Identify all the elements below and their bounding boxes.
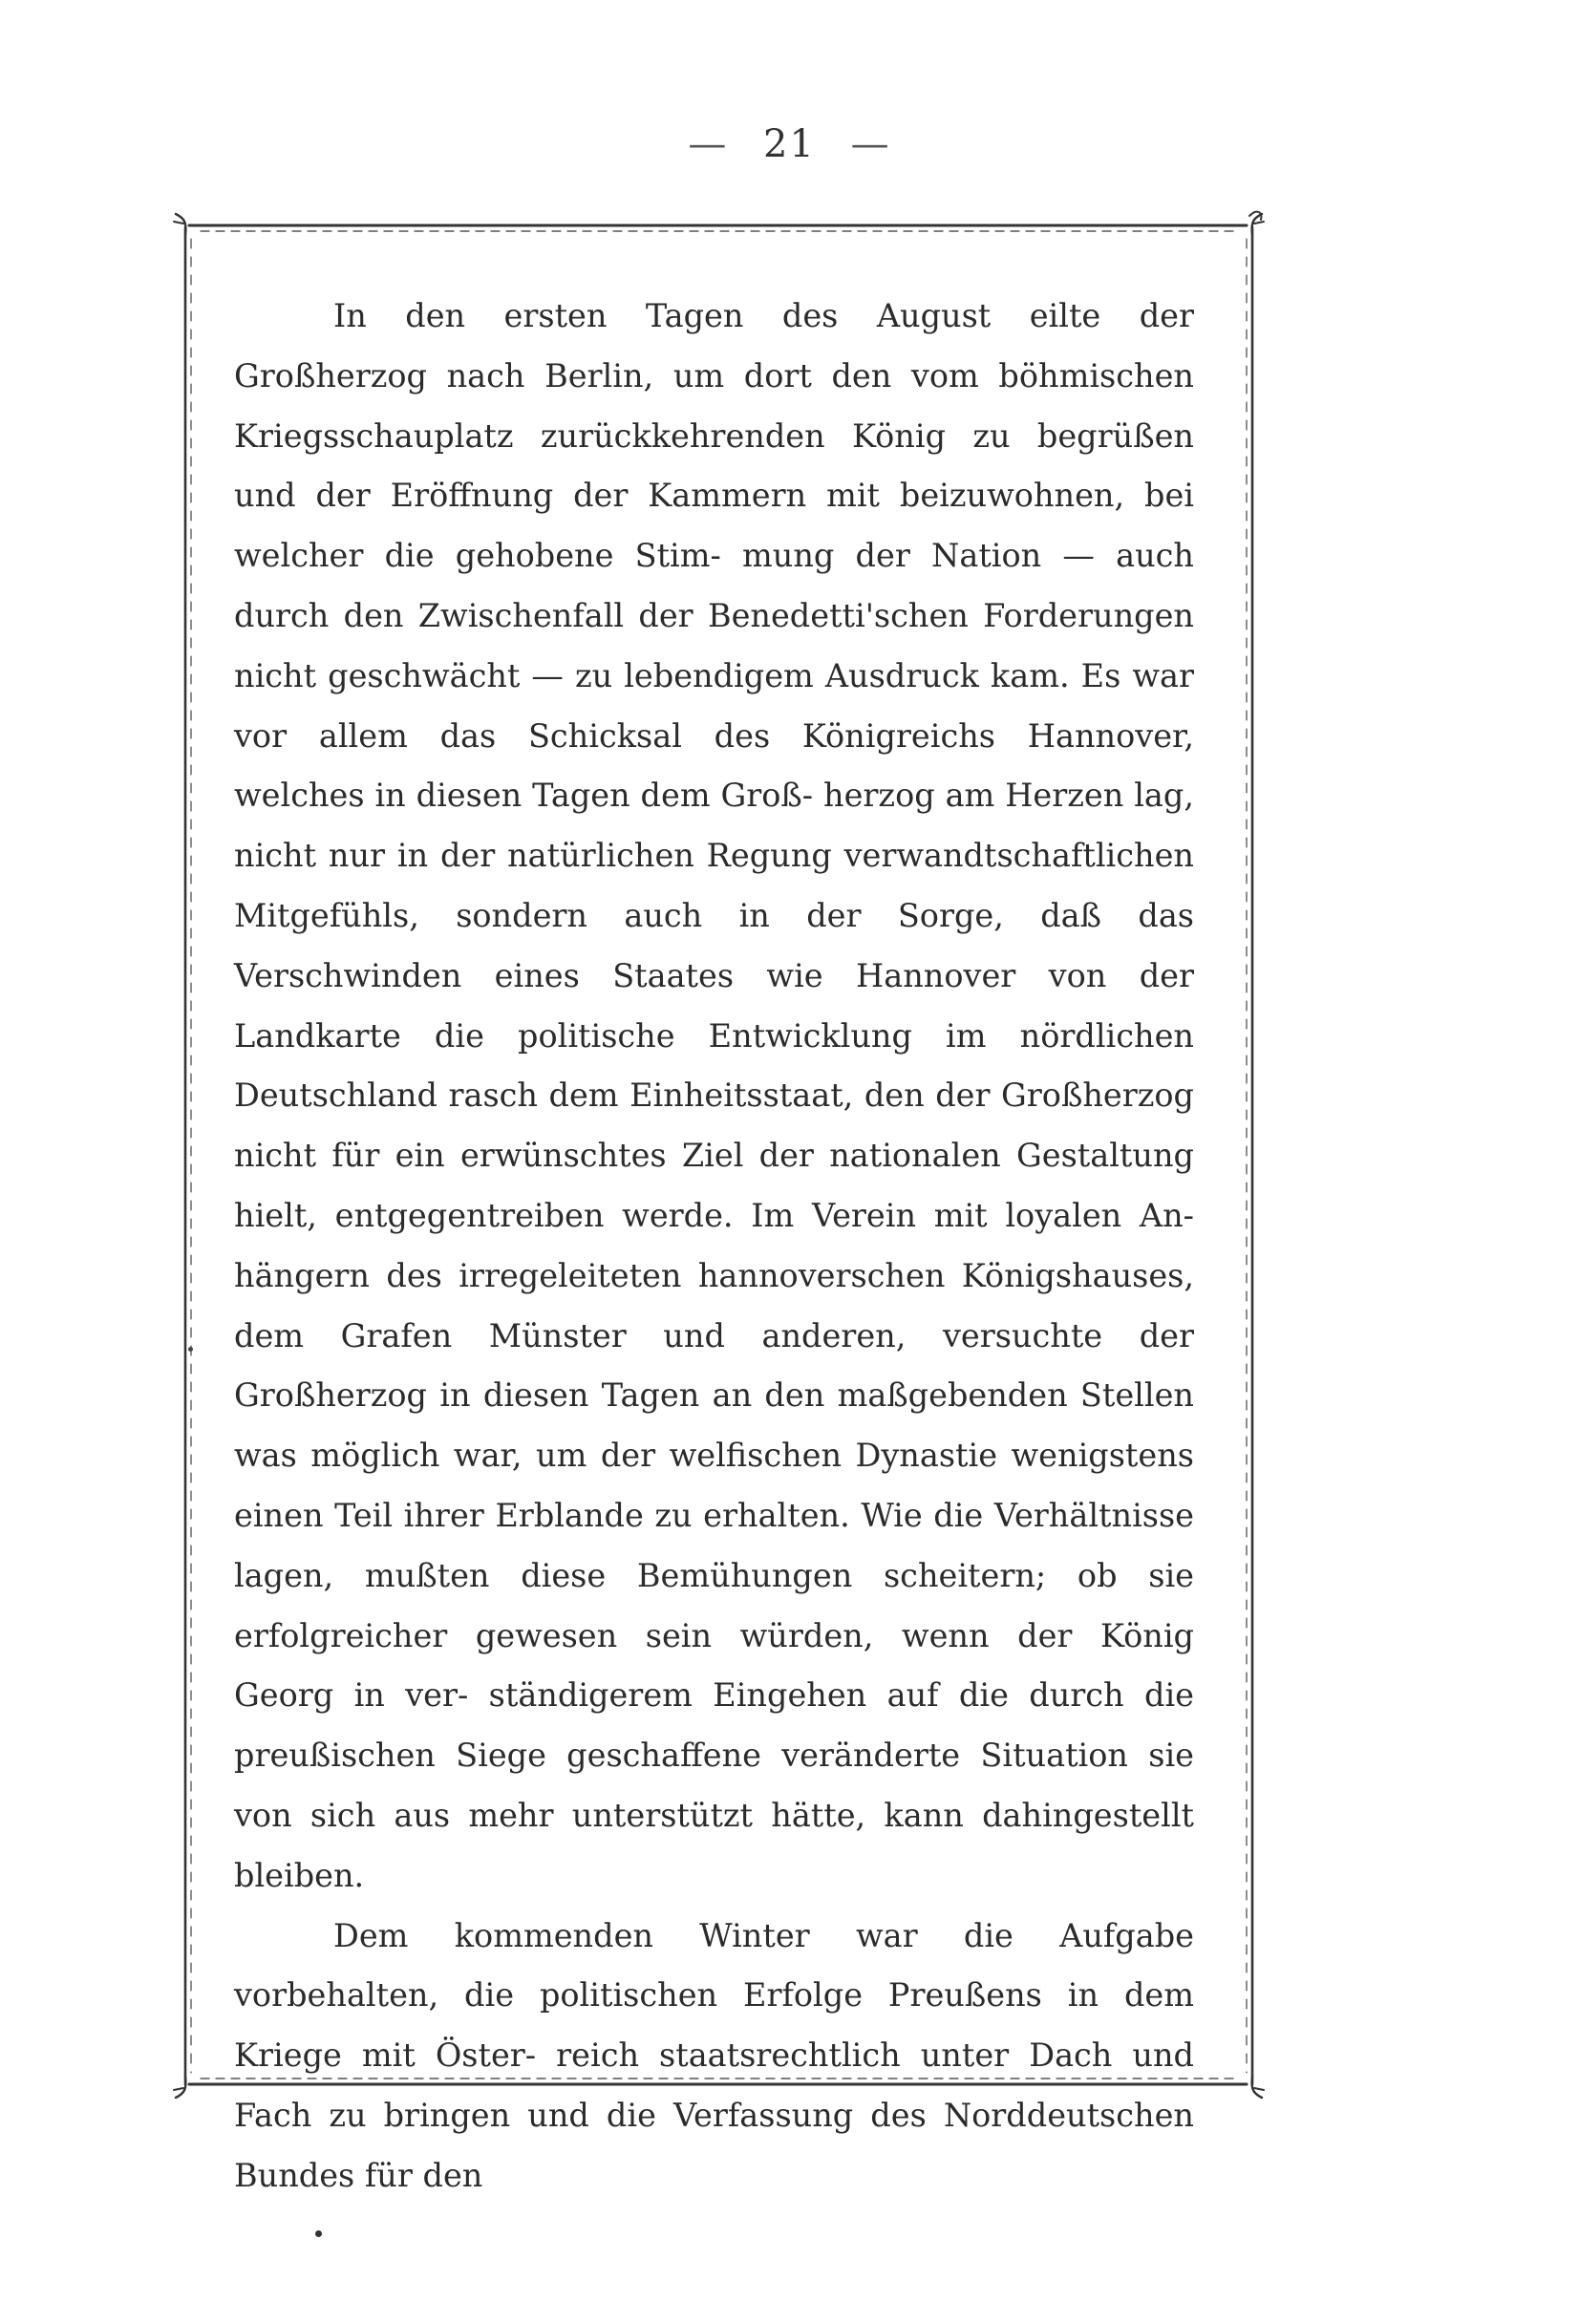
paragraph-1: In den ersten Tagen des August eilte der Großherzog nach Berlin, um dort den vom böhmischen Kriegsschauplatz zurückkehrenden König zu begrüßen und der Eröffnung der Kammern mit beizuwohnen, bei welcher die gehobene Stim- mung der Nation — auch durch den Zwischenfall der Benedetti'schen Forderungen nicht geschwächt — zu lebendigem Ausdruck kam. Es war vor allem das Schicksal des Königreichs Hannover, welches in diesen Tagen dem Groß- herzog am Herzen lag, nicht nur in der natürlichen Regung verwandtschaftlichen Mitgefühls, sondern auch in der Sorge, daß das Verschwinden eines Staates wie Hannover von der Landkarte die politische Entwicklung im nördlichen Deutschland rasch dem Einheitsstaat, den der Großherzog nicht für ein erwünschtes Ziel der nationalen Gestaltung hielt, entgegentreiben werde. Im Verein mit loyalen An- hängern des irregeleiteten hannoverschen Königshauses, dem Grafen Münster und anderen, versuchte der Großherzog in diesen Tagen an den maßgebenden Stellen was möglich war, um der welfischen Dynastie wenigstens einen Teil ihrer Erblande zu erhalten. Wie die Verhältnisse lagen, mußten diese Bemühungen scheitern; ob sie erfolgreicher gewesen sein würden, wenn der König Georg in ver- ständigerem Eingehen auf die durch die preußischen Siege geschaffene veränderte Situation sie von sich aus mehr unterstützt hätte, kann dahingestellt bleiben. (234, 297, 1194, 1894)
page-number-dash-right: — (850, 122, 891, 166)
page-number: 21 (763, 122, 816, 166)
page-number-dash-left: — (688, 122, 729, 166)
margin-mark (188, 1347, 193, 1352)
stray-ink-dot (315, 2230, 322, 2237)
page-number-header (0, 122, 1579, 166)
paragraph-2: Dem kommenden Winter war die Aufgabe vorbehalten, die politischen Erfolge Preußens in dem Kriege mit Öster- reich staatsrechtlich unter Dach und Fach zu bringen und die Verfassung des Norddeutschen Bundes für den (234, 1916, 1194, 2194)
body-text (234, 287, 1194, 2207)
